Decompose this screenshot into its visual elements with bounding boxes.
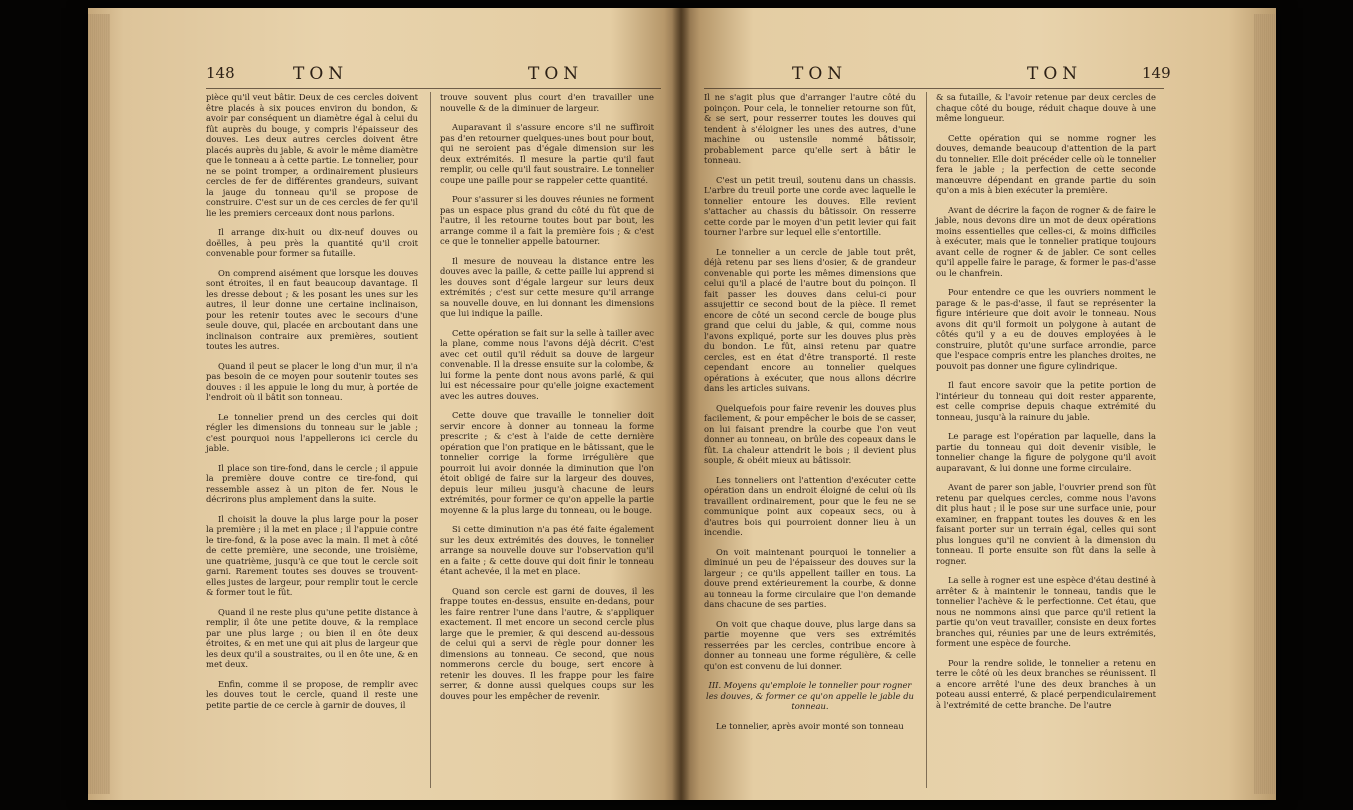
paragraph: Le parage est l'opération par laquelle, dans la partie du tonneau qui doit devenir visible, le tonnelier change la figure de polygone qu'il avoit auparavant, & lui donne une forme circulaire. <box>936 431 1156 473</box>
right-column-2 <box>936 92 1156 719</box>
paragraph: Il place son tire-fond, dans le cercle ; il appuie la première douve contre ce tire-fond, qui ressemble assez à un piton de fer. Nous le décrirons plus amplement dans la suite. <box>206 462 418 504</box>
right-folio: 149 <box>1142 64 1171 82</box>
right-column-divider <box>926 92 927 788</box>
paragraph: Quand il peut se placer le long d'un mur, il n'a pas besoin de ce moyen pour soutenir toutes ses douves : il les appuie le long du mur, à portée de l'endroit où il bâtit son tonneau. <box>206 360 418 402</box>
left-running-head-2: TON <box>528 64 584 84</box>
paragraph: Le tonnelier a un cercle de jable tout prêt, déjà retenu par ses liens d'osier, & de grandeur convenable qui porte les mêmes dimensions que celui qu'il a placé de l'autre bout du poinçon. Il fait passer les douves dans celui-ci pour assujettir ce second bout de la pièce. Il remet encore de côté un second cercle de bouge plus grand que celui du jable, & qui, comme nous l'avons expliqué, porte sur les douves plus près du bondon. Le fût, ainsi retenu par quatre cercles, est en état d'être transporté. Il reste cependant encore au tonnelier quelques opérations à exécuter, que nous allons décrire dans les articles suivans. <box>704 246 916 393</box>
paragraph: Les tonneliers ont l'attention d'exécuter cette opération dans un endroit éloigné de celui où ils travaillent ordinairement, pour que le feu ne se communique point aux copeaux secs, ou à d'autres bois qui pourroient donner lieu à un incendie. <box>704 474 916 537</box>
right-column-1 <box>704 92 916 740</box>
section-heading: III. Moyens qu'emploie le tonnelier pour rogner les douves, & former ce qu'on appelle le jable du tonneau. <box>706 680 914 711</box>
paragraph: On voit que chaque douve, plus large dans sa partie moyenne que vers ses extrémités resserrées par les cercles, contribue encore à donner au tonneau une forme régulière, & celle qu'on est convenu de lui donner. <box>704 618 916 671</box>
paragraph: & sa futaille, & l'avoir retenue par deux cercles de chaque côté du bouge, réduit chaque douve à une même longueur. <box>936 92 1156 123</box>
paragraph: Cette opération qui se nomme rogner les douves, demande beaucoup d'attention de la part du tonnelier. Elle doit précéder celle où le tonnelier fera le jable ; la perfection de cette seconde manœuvre dépendant en grande partie du soin qu'on a mis à bien exécuter la première. <box>936 132 1156 195</box>
paragraph: Quand son cercle est garni de douves, il les frappe toutes en-dessus, ensuite en-dedans, pour les faire rentrer l'une dans l'autre, & s'appliquer exactement. Il met encore un second cercle plus large que le premier, & qui descend au-dessous de celui qui a servi de règle pour donner les dimensions au tonneau. Ce second, que nous nommerons cercle du bouge, sert encore à retenir les douves. Il les frappe pour les faire serrer, & donne aussi quelques coups sur les douves pour les empêcher de revenir. <box>440 585 654 701</box>
paragraph: Il arrange dix-huit ou dix-neuf douves ou doëlles, à peu près la quantité qu'il croit convenable pour former sa futaille. <box>206 227 418 258</box>
paragraph: Quelquefois pour faire revenir les douves plus facilement, & pour empêcher le bois de se casser, on lui faisant prendre la courbe que l'on veut donner au tonneau, on brûle des copeaux dans le fût. La chaleur attendrit le bois ; il devient plus souple, & obéit mieux au bâtissoir. <box>704 402 916 465</box>
paragraph: Pour entendre ce que les ouvriers nomment le parage & le pas-d'asse, il faut se représenter la figure intérieure que doit avoir le tonneau. Nous avons dit qu'il formoit un polygone à autant de côtés qu'il y a eu de douves employées à le construire, plutôt qu'une surface arrondie, parce que l'espace compris entre les planches droites, ne pouvoit pas donner une figure cylindrique. <box>936 287 1156 371</box>
paragraph: Pour s'assurer si les douves réunies ne forment pas un espace plus grand du côté du fût que de l'autre, il les retourne toutes bout par bout, les arrange comme il a fait la première fois ; & c'est ce que le tonnelier appelle batourner. <box>440 194 654 246</box>
right-running-head-1: TON <box>792 64 848 84</box>
left-folio: 148 <box>206 64 235 82</box>
paragraph: Il ne s'agit plus que d'arranger l'autre côté du poinçon. Pour cela, le tonnelier retourne son fût, & se sert, pour resserrer toutes les douves qui tendent à s'éloigner les unes des autres, d'une machine ou ustensile nommé bâtissoir, probablement parce qu'elle sert à bâtir le tonneau. <box>704 92 916 165</box>
paragraph: Il mesure de nouveau la distance entre les douves avec la paille, & cette paille lui apprend si les douves sont d'égale largeur sur leurs deux extrémités ; c'est sur cette mesure qu'il arrange sa nouvelle douve, en lui donnant les dimensions que lui indique la paille. <box>440 255 654 318</box>
paragraph: Auparavant il s'assure encore s'il ne suffiroit pas d'en retourner quelques-unes bout pour bout, qui ne seroient pas d'égale dimension sur les deux extrémités. Il mesure la partie qu'il faut remplir, ou celle qu'il faut soustraire. Le tonnelier coupe une paille pour se rappeler cette quantité. <box>440 122 654 185</box>
page-edge-right <box>1254 14 1276 794</box>
left-column-1 <box>206 92 418 719</box>
right-head-rule <box>704 88 1164 89</box>
left-column-2 <box>440 92 654 710</box>
paragraph: pièce qu'il veut bâtir. Deux de ces cercles doivent être placés à six pouces environ du bondon, & avoir par conséquent un diamètre égal à celui du fût auprès du bouge, y compris l'épaisseur des douves. Les deux autres cercles doivent être placés auprès du jable, & avoir le même diamètre que le tonneau a à cette partie. Le tonnelier, pour ne se point tromper, a ordinairement plusieurs cercles de fer de différentes grandeurs, suivant la jauge du tonneau qu'il se propose de construire. C'est sur un de ces cercles de fer qu'il lie les premiers cerceaux dont nous parlons. <box>206 92 418 218</box>
paragraph: Le tonnelier, après avoir monté son tonneau <box>716 720 904 731</box>
paragraph: Le tonnelier prend un des cercles qui doit régler les dimensions du tonneau sur le jable ; c'est pourquoi nous l'appellerons ici cercle du jable. <box>206 411 418 453</box>
book-gutter <box>672 8 690 800</box>
right-page <box>682 8 1276 800</box>
paragraph: Si cette diminution n'a pas été faite également sur les deux extrémités des douves, le tonnelier arrange sa nouvelle douve sur l'observation qu'il en a faite ; & cette douve qui doit finir le tonneau étant achevée, il la met en place. <box>440 524 654 576</box>
right-running-head-2: TON <box>1027 64 1083 84</box>
left-head-rule <box>206 88 661 89</box>
paragraph: trouve souvent plus court d'en travailler une nouvelle & de la diminuer de largeur. <box>440 92 654 113</box>
left-running-head-1: TON <box>293 64 349 84</box>
paragraph: Pour la rendre solide, le tonnelier a retenu en terre le côté où les deux branches se réunissent. Il a encore arrêté l'une des deux branches à un poteau aussi enterré, & placé perpendiculairement à l'extrémité de cette branche. De l'autre <box>936 657 1156 710</box>
page-edge-left <box>88 14 110 794</box>
paragraph: Enfin, comme il se propose, de remplir avec les douves tout le cercle, quand il reste une petite partie de ce cercle à garnir de douves, il <box>206 678 418 710</box>
paragraph: Cette douve que travaille le tonnelier doit servir encore à donner au tonneau la forme prescrite ; & c'est à l'aide de cette dernière opération que l'on pratique en le bâtissant, que le tonnelier corrige la forme irrégulière que pourroit lui avoir donnée la diminution que l'on étoit obligé de faire sur la largeur des douves, depuis leur milieu jusqu'à chacune de leurs extrémités, pour former ce qu'on appelle la partie moyenne & la plus large du tonneau, ou le bouge. <box>440 410 654 515</box>
paragraph: La selle à rogner est une espèce d'étau destiné à arrêter & à maintenir le tonneau, tandis que le tonnelier l'achève & le perfectionne. Cet étau, que nous ne nommons ainsi que parce qu'il retient la partie qu'on veut travailler, consiste en deux fortes branches qui, réunies par une de leurs extrémités, forment une espèce de fourche. <box>936 575 1156 648</box>
paragraph: C'est un petit treuil, soutenu dans un chassis. L'arbre du treuil porte une corde avec laquelle le tonnelier entoure les douves. Elle revient s'attacher au chassis du bâtissoir. On resserre cette corde par le moyen d'un petit levier qui fait tourner l'arbre sur lequel elle s'entortille. <box>704 174 916 237</box>
paragraph: Quand il ne reste plus qu'une petite distance à remplir, il ôte une petite douve, & la remplace par une plus large ; ou bien il en ôte deux étroites, & en met une qui ait plus de largeur que les deux qu'il a soustraites, ou il en ôte une, & en met deux. <box>206 606 418 669</box>
paragraph: Avant de parer son jable, l'ouvrier prend son fût retenu par quelques cercles, comme nous l'avons dit plus haut ; il le pose sur une surface unie, pour examiner, en frappant toutes les douves & en les faisant porter sur un terrain égal, celles qui sont plus longues qu'il ne convient à la dimension du tonneau. Il porte ensuite son fût dans la selle à rogner. <box>936 482 1156 566</box>
paragraph: Il choisit la douve la plus large pour la poser la première ; il la met en place ; il l'appuie contre le tire-fond, & la pose avec la main. Il met à côté de cette première, une seconde, une troisième, une quatrième, jusqu'à ce que tout le cercle soit garni. Rarement toutes ses douves se trouvent-elles justes de largeur, pour remplir tout le cercle & former tout le fût. <box>206 513 418 597</box>
paragraph: On comprend aisément que lorsque les douves sont étroites, il en faut beaucoup davantage. Il les dresse debout ; & les posant les unes sur les autres, il leur donne une certaine inclinaison, pour les retenir toutes avec le secours d'une seule douve, qui, placée en arcboutant dans une inclinaison contraire aux premières, soutient toutes les autres. <box>206 267 418 351</box>
paragraph: Cette opération se fait sur la selle à tailler avec la plane, comme nous l'avons déjà décrit. C'est avec cet outil qu'il réduit sa douve de largeur convenable. Il la dresse ensuite sur la colombe, & lui forme la pente dont nous avons parlé, & qui lui est nécessaire pour qu'elle joigne exactement avec les autres douves. <box>440 327 654 401</box>
paragraph: Il faut encore savoir que la petite portion de l'intérieur du tonneau qui doit rester apparente, est celle comprise depuis chaque extrémité du tonneau, jusqu'à la rainure du jable. <box>936 380 1156 422</box>
paragraph: Avant de décrire la façon de rogner & de faire le jable, nous devons dire un mot de deux opérations moins essentielles que celles-ci, & moins difficiles à exécuter, mais que le tonnelier pratique toujours avant celle de rogner & de jabler. Ce sont celles qu'il appelle faire le parage, & former le pas-d'asse ou le chanfrein. <box>936 204 1156 278</box>
left-column-divider <box>430 92 431 788</box>
paragraph: On voit maintenant pourquoi le tonnelier a diminué un peu de l'épaisseur des douves sur la largeur ; ce qu'ils appellent tailler en tous. La douve prend extérieurement la courbe, & donne au tonneau la forme circulaire que l'on demande dans chacune de ses parties. <box>704 546 916 609</box>
left-page <box>88 8 682 800</box>
